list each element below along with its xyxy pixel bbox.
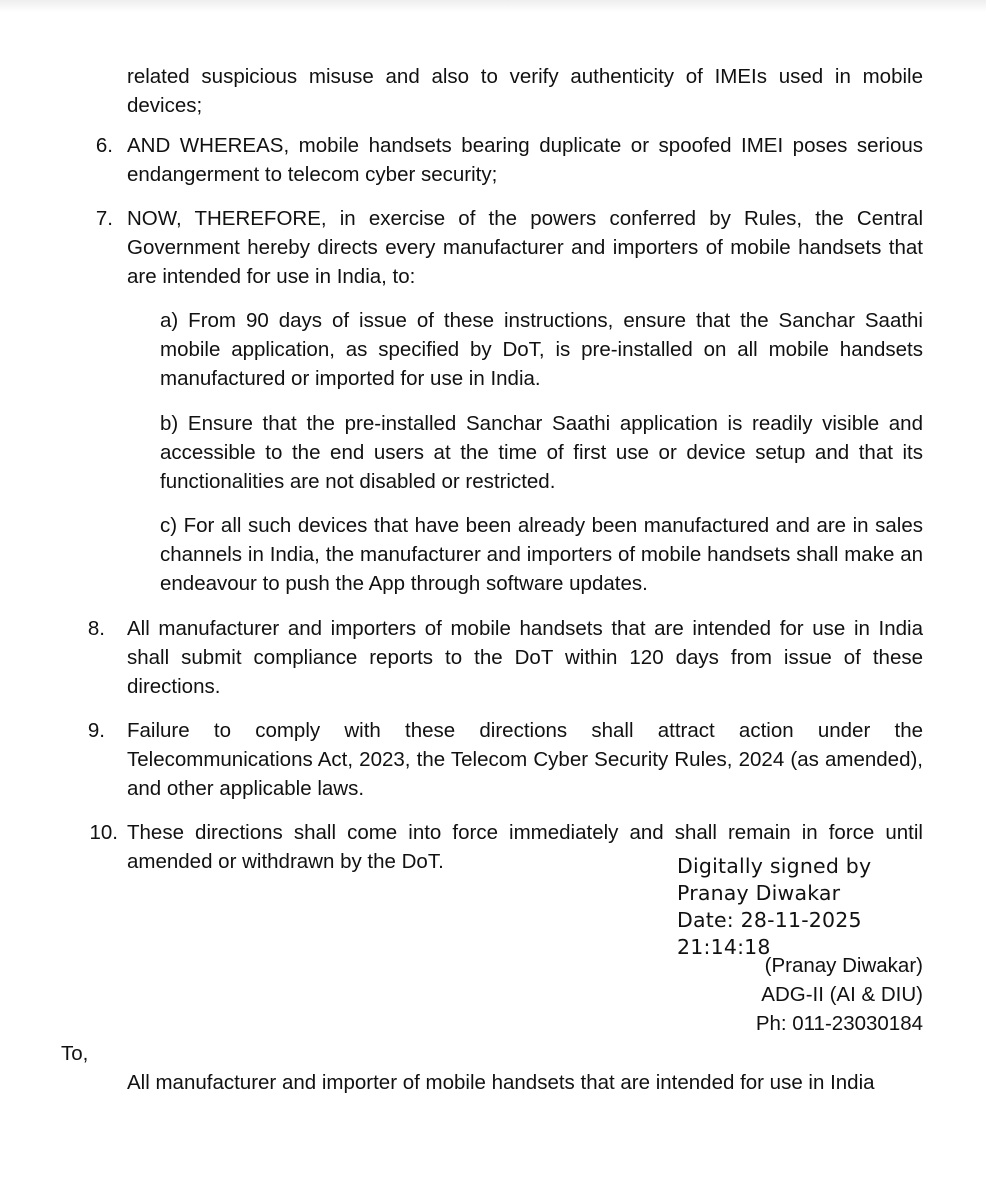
subitem-b: b) Ensure that the pre-installed Sanchar Saathi application is readily visible and accessible to the end users at the time of first use or device setup and that its functionalities are not disabled or restricted. xyxy=(160,412,923,493)
signature-signer-name: Pranay Diwakar xyxy=(677,881,841,905)
signatory-designation: ADG-II (AI & DIU) xyxy=(761,983,923,1006)
subitem-c: c) For all such devices that have been already been manufactured and are in sales channels in India, the manufacturer and importers of mobile handsets shall make an endeavour to push the App through software updates. xyxy=(160,514,923,595)
digital-signature-stamp xyxy=(677,853,917,961)
item-number-9: 9. xyxy=(87,719,105,742)
item-number-6: 6. xyxy=(95,134,113,157)
item-text-9: Failure to comply with these directions shall attract action under the Telecommunications Act, 2023, the Telecom Cyber Security Rules, 2024 (as amended), and other applicable laws. xyxy=(127,719,923,800)
signature-line-1: Digitally signed by xyxy=(677,854,872,878)
top-shadow xyxy=(0,0,986,12)
item-text-6: AND WHEREAS, mobile handsets bearing duplicate or spoofed IMEI poses serious endangerment to telecom cyber security; xyxy=(127,134,923,186)
signatory-name: (Pranay Diwakar) xyxy=(764,954,923,977)
item-text-10: These directions shall come into force immediately and shall remain in force until amended or withdrawn by the DoT. xyxy=(127,821,923,873)
signatory-phone: Ph: 011-23030184 xyxy=(755,1012,923,1035)
signature-time: 21:14:18 xyxy=(677,935,771,959)
to-label: To, xyxy=(61,1042,89,1065)
continuation-paragraph: related suspicious misuse and also to verify authenticity of IMEIs used in mobile devices; xyxy=(127,65,923,117)
item-number-10: 10. xyxy=(89,821,118,844)
item-number-7: 7. xyxy=(95,207,113,230)
item-number-8: 8. xyxy=(87,617,105,640)
signature-date: Date: 28-11-2025 xyxy=(677,908,862,932)
item-text-8: All manufacturer and importers of mobile handsets that are intended for use in India shall submit compliance reports to the DoT within 120 days from issue of these directions. xyxy=(127,617,923,698)
item-text-7: NOW, THEREFORE, in exercise of the powers conferred by Rules, the Central Government hereby directs every manufacturer and importers of mobile handsets that are intended for use in India, to: xyxy=(127,207,923,288)
subitem-a: a) From 90 days of issue of these instructions, ensure that the Sanchar Saathi mobile application, as specified by DoT, is pre-installed on all mobile handsets manufactured or imported for use in India. xyxy=(160,309,923,390)
addressee: All manufacturer and importer of mobile handsets that are intended for use in India xyxy=(127,1071,875,1094)
